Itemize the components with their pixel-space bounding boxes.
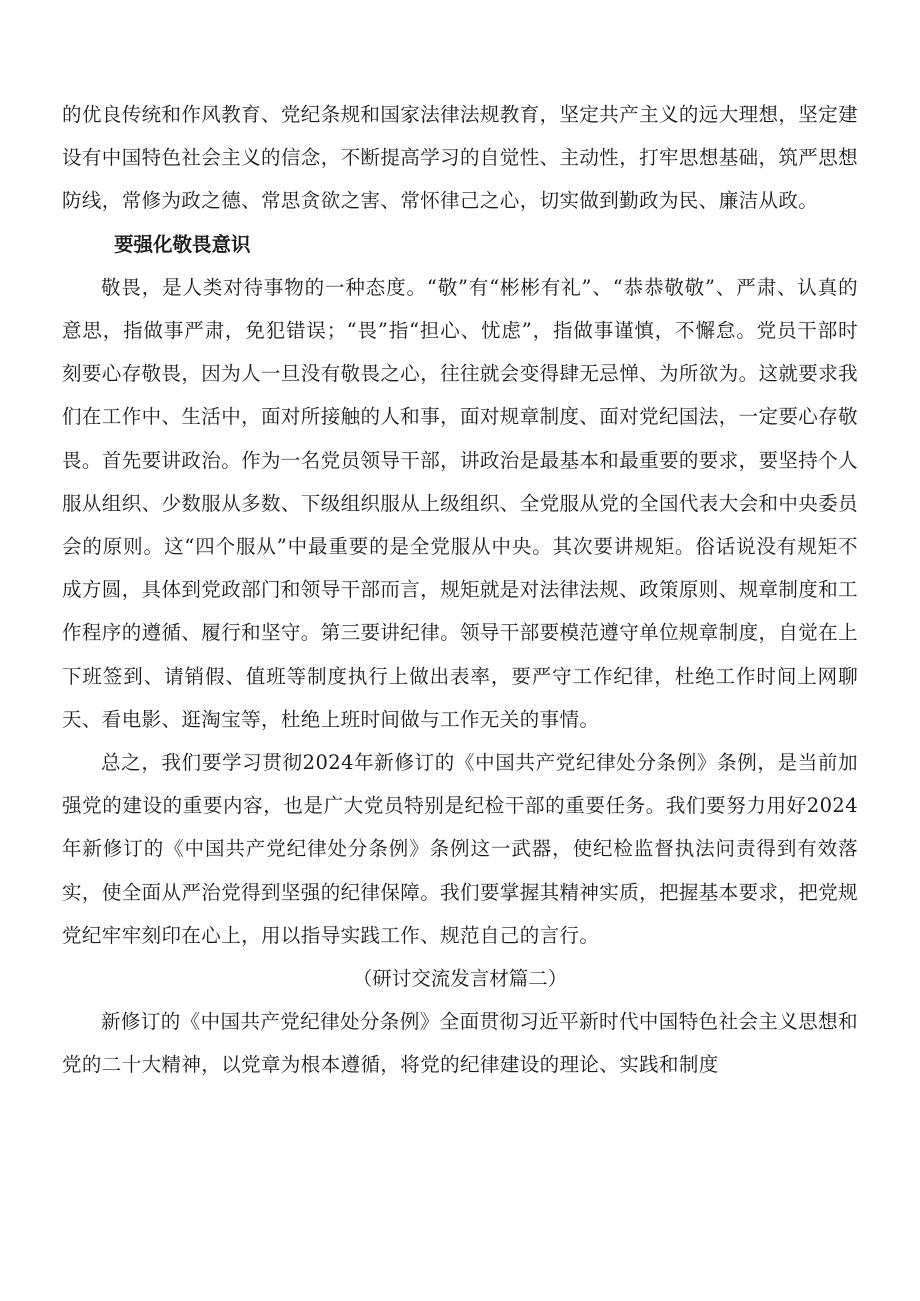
section-title-part-two: （研讨交流发言材篇二） (352, 967, 568, 991)
paragraph-awe: 敬畏，是人类对待事物的一种态度。“敬”有“彬彬有礼”、“恭恭敬敬”、严肃、认真的意思，指做事严肃，免犯错误；“畏”指“担心、忧虑”，指做事谨慎，不懈怠。党员干部时刻要心存敬畏，因为人一旦没有敬畏之心，往往就会变得肆无忌惮、为所欲为。这就要求我们在工作中、生活中，面对所接触的人和事，面对规章制度、面对党纪国法，一定要心存敬畏。首先要讲政治。作为一名党员领导干部，讲政治是最基本和最重要的要求，要坚持个人服从组织、少数服从多数、下级组织服从上级组织、全党服从党的全国代表大会和中央委员会的原则。这“四个服从”中最重要的是全党服从中央。其次要讲规矩。俗话说没有规矩不成方圆，具体到党政部门和领导干部而言，规矩就是对法律法规、政策原则、规章制度和工作程序的遵循、履行和坚守。第三要讲纪律。领导干部要模范遵守单位规章制度，自觉在上下班签到、请销假、值班等制度执行上做出表率，要严守工作纪律，杜绝工作时间上网聊天、看电影、逛淘宝等，杜绝上班时间做与工作无关的事情。 (62, 275, 859, 731)
paragraph-conclusion: 总之，我们要学习贯彻2024年新修订的《中国共产党纪律处分条例》条例，是当前加强党的建设的重要内容，也是广大党员特别是纪检干部的重要任务。我们要努力用好2024年新修订的《中国共产党纪律处分条例》条例这一武器，使纪检监督执法问责得到有效落实，使全面从严治党得到坚强的纪律保障。我们要掌握其精神实质，把握基本要求，把党规党纪牢牢刻印在心上，用以指导实践工作、规范自己的言行。 (62, 751, 859, 947)
paragraph-part-two-opening: 新修订的《中国共产党纪律处分条例》全面贯彻习近平新时代中国特色社会主义思想和党的二十大精神，以党章为根本遵循，将党的纪律建设的理论、实践和制度 (62, 1010, 858, 1077)
paragraph-intro-continuation: 的优良传统和作风教育、党纪条规和国家法律法规教育，坚定共产主义的远大理想，坚定建设有中国特色社会主义的信念，不断提高学习的自觉性、主动性，打牢思想基础，筑严思想防线，常修为政之德、常思贪欲之害、常怀律己之心，切实做到勤政为民、廉洁从政。 (62, 103, 859, 213)
section-heading-awe: 要强化敬畏意识 (114, 232, 251, 256)
document-page (62, 93, 858, 1087)
